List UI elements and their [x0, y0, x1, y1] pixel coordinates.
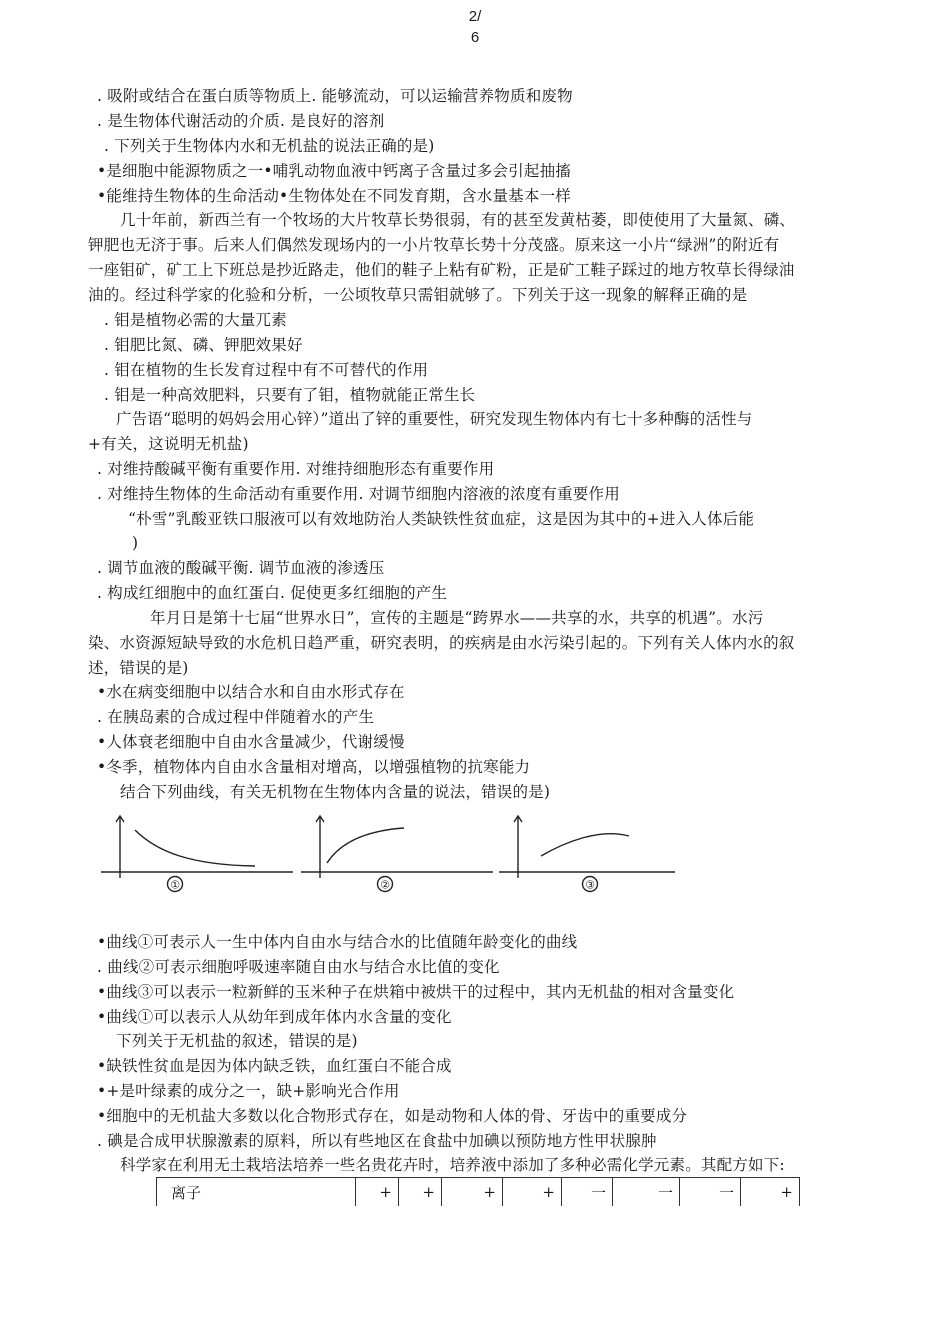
- table-row: [157, 1178, 800, 1207]
- text-line: •冬季，植物体内自由水含量相对增高，以增强植物的抗寒能力: [97, 758, 531, 776]
- text-line: . 钼是植物必需的大量兀素: [104, 311, 287, 329]
- text-line: . 钼在植物的生长发育过程中有不可替代的作用: [104, 361, 429, 379]
- text-line: •曲线①可以表示人从幼年到成年体内水含量的变化: [97, 1008, 452, 1026]
- text-line: 油的。经过科学家的化验和分析，一公顷牧草只需钼就够了。下列关于这一现象的解释正确的是: [88, 286, 748, 304]
- table-cell: +: [741, 1178, 800, 1207]
- table-cell: +: [356, 1178, 399, 1207]
- text-line: . 钼是一种高效肥料，只要有了钼，植物就能正常生长: [104, 386, 476, 404]
- text-line: . 曲线②可表示细胞呼吸速率随自由水与结合水比值的变化: [97, 958, 500, 976]
- text-line: •能维持生物体的生命活动•生物体处在不同发育期，含水量基本一样: [97, 187, 571, 205]
- text-line: 科学家在利用无土栽培法培养一些名贵花卉时，培养液中添加了多种必需化学元素。其配方如下:: [120, 1156, 785, 1174]
- page-number-top: 2/: [468, 8, 482, 25]
- text-line: . 碘是合成甲状腺激素的原料，所以有些地区在食盐中加碘以预防地方性甲状腺肿: [97, 1132, 657, 1150]
- page-number-bottom: 6: [470, 29, 480, 46]
- text-line: •细胞中的无机盐大多数以化合物形式存在，如是动物和人体的骨、牙齿中的重要成分: [97, 1107, 688, 1125]
- text-line: . 对维持生物体的生命活动有重要作用. 对调节细胞内溶液的浓度有重要作用: [97, 485, 620, 503]
- text-line: . 钼肥比氮、磷、钾肥效果好: [104, 336, 303, 354]
- text-line: . 对维持酸碱平衡有重要作用. 对维持细胞形态有重要作用: [97, 460, 495, 478]
- figure-2-curve: [301, 816, 493, 892]
- formula-table: [156, 1177, 800, 1206]
- text-line: “朴雪”乳酸亚铁口服液可以有效地防治人类缺铁性贫血症，这是因为其中的+进入人体后能: [128, 510, 755, 528]
- text-line: •人体衰老细胞中自由水含量减少，代谢缓慢: [97, 733, 405, 751]
- text-line: 年月日是第十七届“世界水日”，宣传的主题是“跨界水——共享的水，共享的机遇”。水污: [150, 609, 764, 627]
- text-line: 染、水资源短缺导致的水危机日趋严重，研究表明，的疾病是由水污染引起的。下列有关人体内水的叙: [88, 634, 795, 652]
- figure-1-label: ①: [170, 878, 180, 892]
- table-cell: 一: [562, 1178, 613, 1207]
- text-line: 一座钼矿，矿工上下班总是抄近路走，他们的鞋子上粘有矿粉，正是矿工鞋子踩过的地方牧草长得绿油: [88, 261, 795, 279]
- table-cell: 一: [680, 1178, 741, 1207]
- text-line: . 是生物体代谢活动的介质. 是良好的溶剂: [97, 112, 385, 130]
- text-line: . 下列关于生物体内水和无机盐的说法正确的是): [104, 137, 435, 155]
- text-line: +有关，这说明无机盐): [88, 435, 249, 453]
- text-line: 下列关于无机盐的叙述，错误的是): [116, 1032, 358, 1050]
- table-cell: +: [399, 1178, 442, 1207]
- text-line: . 构成红细胞中的血红蛋白. 促使更多红细胞的产生: [97, 584, 448, 602]
- text-line: ): [132, 534, 139, 552]
- text-line: •曲线①可表示人一生中体内自由水与结合水的比值随年龄变化的曲线: [97, 933, 578, 951]
- text-line: . 调节血液的酸碱平衡. 调节血液的渗透压: [97, 559, 385, 577]
- text-line: 结合下列曲线，有关无机物在生物体内含量的说法，错误的是): [120, 783, 551, 801]
- figure-2-label: ②: [380, 878, 390, 892]
- table-cell: +: [503, 1178, 562, 1207]
- figure-3-label: ③: [585, 878, 595, 892]
- text-line: . 在胰岛素的合成过程中伴随着水的产生: [97, 708, 375, 726]
- text-line: 几十年前，新西兰有一个牧场的大片牧草长势很弱，有的甚至发黄枯萎，即使使用了大量氮、磷、: [120, 211, 796, 229]
- table-header-cell: 离子: [157, 1178, 356, 1207]
- text-line: •是细胞中能源物质之一•哺乳动物血液中钙离子含量过多会引起抽搐: [97, 162, 571, 180]
- text-line: •水在病变细胞中以结合水和自由水形式存在: [97, 683, 405, 701]
- text-line: . 吸附或结合在蛋白质等物质上. 能够流动，可以运输营养物质和废物: [97, 87, 573, 105]
- text-line: •曲线③可以表示一粒新鲜的玉米种子在烘箱中被烘干的过程中，其内无机盐的相对含量变化: [97, 983, 735, 1001]
- text-line: 钾肥也无济于事。后来人们偶然发现场内的一小片牧草长势十分茂盛。原来这一小片“绿洲”的附近有: [88, 236, 780, 254]
- text-line: 广告语“聪明的妈妈会用心锌）”道出了锌的重要性，研究发现生物体内有七十多种酶的活性与: [116, 410, 753, 428]
- text-line: •+是叶绿素的成分之一，缺+影响光合作用: [97, 1082, 400, 1100]
- curve-figures: [95, 808, 685, 902]
- table-cell: +: [442, 1178, 503, 1207]
- text-line: 述，错误的是): [88, 659, 189, 677]
- figure-1-curve: [101, 816, 293, 892]
- table-cell: 一: [613, 1178, 680, 1207]
- text-line: •缺铁性贫血是因为体内缺乏铁，血红蛋白不能合成: [97, 1057, 452, 1075]
